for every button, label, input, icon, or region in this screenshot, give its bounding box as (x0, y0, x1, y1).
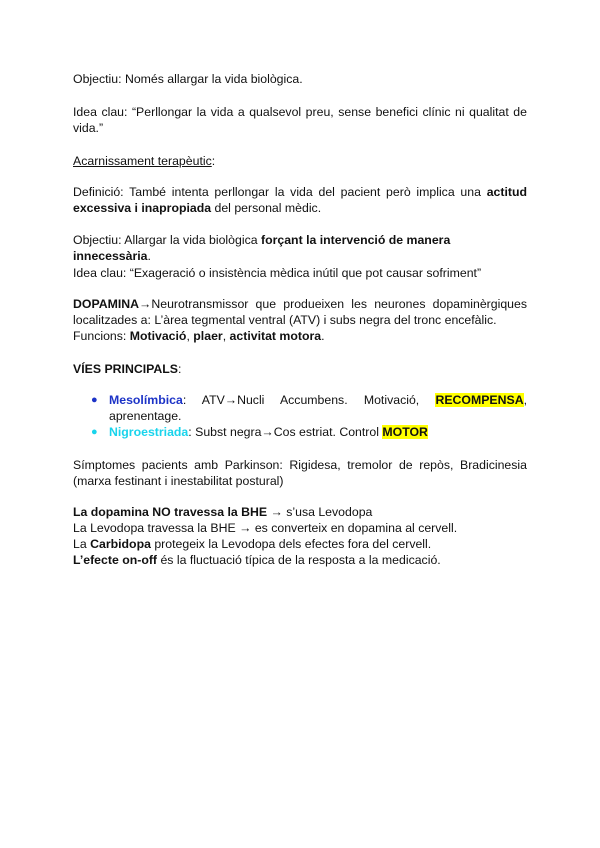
definition-bold: actitud (486, 185, 527, 199)
definition-bold-2: excessiva i inapropiada (73, 201, 212, 215)
functions-label: Funcions: (73, 329, 130, 343)
objective-2-end: . (147, 249, 151, 263)
function-activitat-motora: activitat motora (229, 329, 322, 343)
section-heading-vies (73, 361, 527, 377)
bhe-arrow-text: → s’usa Levodopa (267, 505, 373, 519)
mesolimbica-text: : ATV→Nucli Accumbens. Motivació, (182, 393, 436, 407)
carbidopa-prefix: La (73, 537, 91, 551)
comma: , (186, 329, 194, 343)
nigroestriada-line (109, 424, 527, 440)
section-heading-acarnissament (73, 153, 527, 169)
on-off-term: L’efecte on-off (73, 553, 158, 567)
key-idea-line-2: vida.” (73, 121, 104, 135)
dopamine-line-2: localitzades a: L’àrea tegmental ventral (ATV) i subs negra del tronc encefàlic. (73, 313, 497, 327)
dopamine-paragraph (73, 296, 527, 344)
dopamine-line-1 (73, 296, 527, 312)
function-motivacio: Motivació (129, 329, 187, 343)
definition-text: Definició: També intenta perllongar la vida del pacient però implica una (73, 185, 487, 199)
objective-2-paragraph (73, 232, 527, 264)
nigroestriada-text: : Subst negra→Cos estriat. Control (188, 425, 383, 439)
list-item-nigroestriada (73, 424, 527, 440)
definition-text-2: del personal mèdic. (211, 201, 322, 215)
bhe-line-1 (73, 504, 527, 520)
acarnissament-title: Acarnissament terapèutic (73, 154, 212, 168)
motor-highlight: MOTOR (382, 425, 428, 439)
carbidopa-line (73, 536, 527, 552)
levodopa-paragraph (73, 504, 527, 568)
key-idea-2-text: Idea clau: “Exageració o insistència mèdica inútil que pot causar sofriment” (73, 266, 482, 280)
bullet-icon: ● (91, 426, 98, 438)
parkinson-line-1: Símptomes pacients amb Parkinson: Rigidesa, tremolor de repòs, Bradicinesia (73, 458, 527, 472)
list-item-mesolimbica (73, 392, 527, 424)
objective-2-text: Objectiu: Allargar la vida biològica (73, 233, 261, 247)
definition-paragraph (73, 184, 527, 216)
on-off-text: és la fluctuació típica de la resposta a la medicació. (157, 553, 441, 567)
comma: , (222, 329, 230, 343)
parkinson-line-2: (marxa festinant i inestabilitat postural) (73, 474, 284, 488)
parkinson-paragraph (73, 457, 527, 489)
mesolimbica-line-1 (109, 392, 527, 408)
objective-text: Objectiu: Només allargar la vida biològica. (73, 72, 303, 86)
key-idea-line-1: Idea clau: “Perllongar la vida a qualsevol preu, sense benefici clínic ni qualitat de (73, 105, 527, 119)
heading-colon: : (211, 154, 216, 168)
definition-line-2 (73, 200, 527, 216)
on-off-line (73, 552, 527, 568)
bullet-icon: ● (91, 394, 98, 406)
nigroestriada-name: Nigroestriada (109, 425, 189, 439)
period: . (321, 329, 325, 343)
pathways-list (73, 392, 527, 440)
function-plaer: plaer (193, 329, 223, 343)
bhe-line-2: La Levodopa travessa la BHE → es converteix en dopamina al cervell. (73, 521, 458, 535)
key-idea-paragraph (73, 104, 527, 136)
recompensa-highlight: RECOMPENSA (435, 393, 524, 407)
key-idea-2-paragraph (73, 265, 527, 281)
objective-2-bold: forçant la intervenció de manera innecessària (73, 233, 451, 263)
dopamine-definition: →Neurotransmissor que produeixen les neurones dopaminèrgiques (139, 297, 527, 311)
vies-title: VÍES PRINCIPALS (73, 362, 178, 376)
dopamine-term: DOPAMINA (73, 297, 140, 311)
mesolimbica-name: Mesolímbica (109, 393, 183, 407)
vies-colon: : (178, 362, 182, 376)
comma: , (523, 393, 527, 407)
carbidopa-text: protegeix la Levodopa dels efectes fora del cervell. (150, 537, 432, 551)
dopamine-functions (73, 328, 527, 344)
carbidopa-term: Carbidopa (90, 537, 151, 551)
mesolimbica-line-2: aprenentage. (109, 409, 182, 423)
definition-line-1 (73, 184, 527, 200)
bhe-bold: La dopamina NO travessa la BHE (73, 505, 268, 519)
objective-paragraph (73, 71, 527, 87)
